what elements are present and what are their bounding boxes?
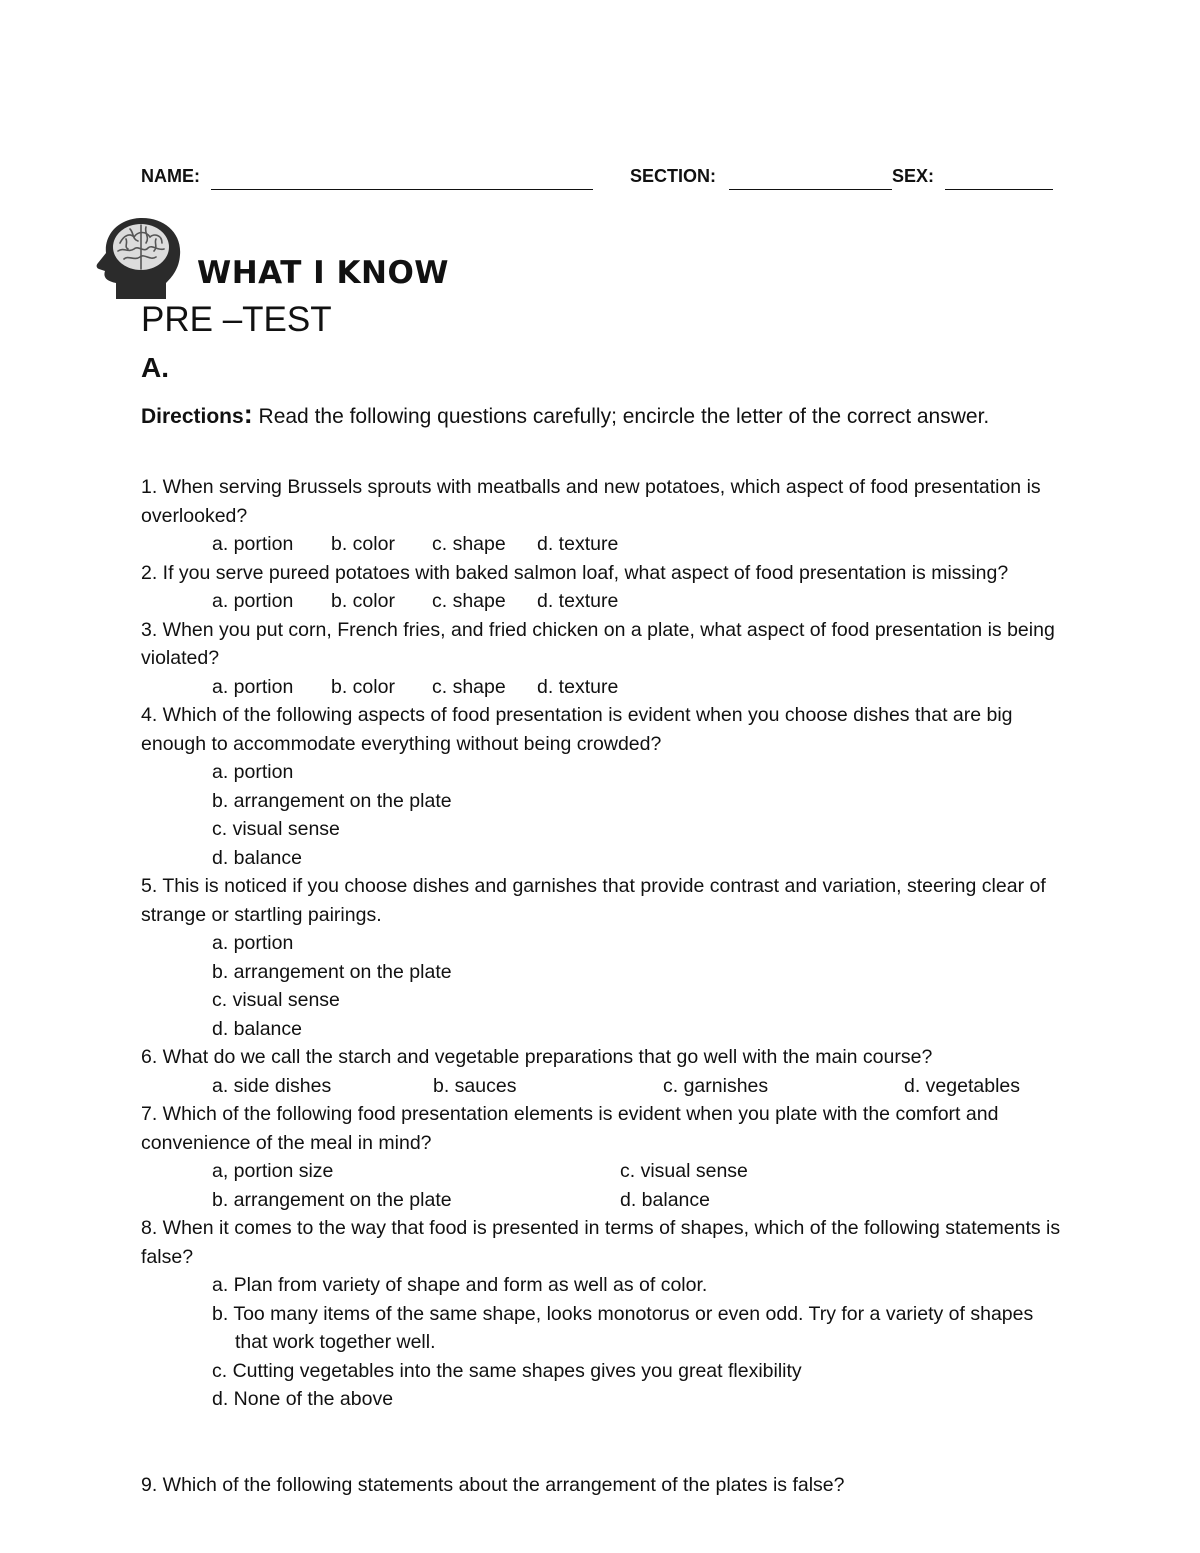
question-7-options-row-1: [141, 1157, 1061, 1186]
brain-head-icon: [94, 213, 184, 301]
question-3-options: [141, 673, 1061, 702]
option[interactable]: b. arrangement on the plate: [212, 789, 452, 812]
option[interactable]: b. Too many items of the same shape, looks monotorus or even odd. Try for a variety of shapes that work together well.: [212, 1302, 1034, 1353]
section-title: WHAT I KNOW: [197, 255, 450, 291]
spacer: [141, 1414, 1061, 1471]
directions: [141, 393, 1041, 438]
option[interactable]: a. portion: [212, 932, 294, 954]
question-list: [141, 473, 1061, 1499]
option[interactable]: b. arrangement on the plate: [212, 1188, 452, 1211]
option[interactable]: c. shape: [432, 590, 506, 612]
question-6: 6. What do we call the starch and vegetable preparations that go well with the main course?: [141, 1046, 933, 1068]
option[interactable]: a. portion: [212, 675, 294, 698]
section-blank: [729, 189, 892, 190]
option[interactable]: d. texture: [537, 675, 619, 698]
sex-label: SEX:: [892, 166, 935, 186]
directions-label: Directions: [141, 405, 244, 428]
option[interactable]: b. color: [331, 590, 395, 612]
directions-colon: :: [243, 399, 253, 429]
option[interactable]: d. vegetables: [904, 1074, 1021, 1097]
pretest-heading: PRE –TEST: [141, 300, 332, 339]
question-2: 2. If you serve pureed potatoes with baked salmon loaf, what aspect of food presentation is missing?: [141, 561, 1009, 584]
option[interactable]: b. arrangement on the plate: [212, 960, 452, 983]
option[interactable]: a. side dishes: [212, 1074, 332, 1097]
directions-text: Read the following questions carefully; encircle the letter of the correct answer.: [252, 405, 990, 428]
option[interactable]: c. shape: [432, 675, 506, 698]
option[interactable]: c. Cutting vegetables into the same shapes gives you great flexibility: [212, 1359, 802, 1382]
question-7: 7. Which of the following food presentation elements is evident when you plate with the comfort and convenience of the meal in mind?: [141, 1103, 999, 1154]
option[interactable]: a, portion size: [212, 1160, 334, 1182]
name-label: NAME:: [141, 166, 200, 186]
option[interactable]: b. color: [331, 675, 395, 698]
option[interactable]: d. balance: [212, 846, 302, 869]
option[interactable]: c. visual sense: [620, 1160, 748, 1182]
section-label: SECTION:: [630, 166, 717, 186]
option[interactable]: d. texture: [537, 533, 619, 555]
question-6-options: [141, 1072, 1061, 1101]
option[interactable]: c. garnishes: [663, 1074, 769, 1097]
question-4: 4. Which of the following aspects of food presentation is evident when you choose dishes that are big enough to accommodate everything without being crowded?: [141, 704, 1013, 755]
option[interactable]: d. balance: [212, 1017, 302, 1040]
option[interactable]: b. sauces: [433, 1074, 517, 1097]
option[interactable]: a. Plan from variety of shape and form as well as of color.: [212, 1274, 708, 1296]
question-7-options-row-2: [141, 1186, 1061, 1215]
option[interactable]: d. texture: [537, 590, 619, 612]
name-blank: [211, 189, 593, 190]
option[interactable]: a. portion: [212, 533, 294, 555]
question-9: 9. Which of the following statements about the arrangement of the plates is false?: [141, 1473, 845, 1496]
option[interactable]: c. visual sense: [212, 818, 340, 840]
question-1: 1. When serving Brussels sprouts with meatballs and new potatoes, which aspect of food presentation is overlooked?: [141, 476, 1041, 527]
option[interactable]: a. portion: [212, 590, 294, 612]
question-1-options: [141, 530, 1061, 559]
question-3: 3. When you put corn, French fries, and fried chicken on a plate, what aspect of food presentation is being violated?: [141, 618, 1055, 669]
part-label: A.: [141, 352, 169, 383]
question-8: 8. When it comes to the way that food is presented in terms of shapes, which of the following statements is false?: [141, 1217, 1061, 1268]
option[interactable]: b. color: [331, 533, 395, 555]
option[interactable]: a. portion: [212, 761, 294, 783]
option[interactable]: d. None of the above: [212, 1388, 394, 1410]
option[interactable]: c. shape: [432, 533, 506, 555]
question-2-options: [141, 587, 1061, 616]
option[interactable]: d. balance: [620, 1188, 710, 1211]
option[interactable]: c. visual sense: [212, 989, 340, 1011]
question-5: 5. This is noticed if you choose dishes and garnishes that provide contrast and variation, steering clear of strange or startling pairings.: [141, 875, 1046, 926]
sex-blank: [945, 189, 1053, 190]
student-info-header: [141, 166, 1053, 194]
